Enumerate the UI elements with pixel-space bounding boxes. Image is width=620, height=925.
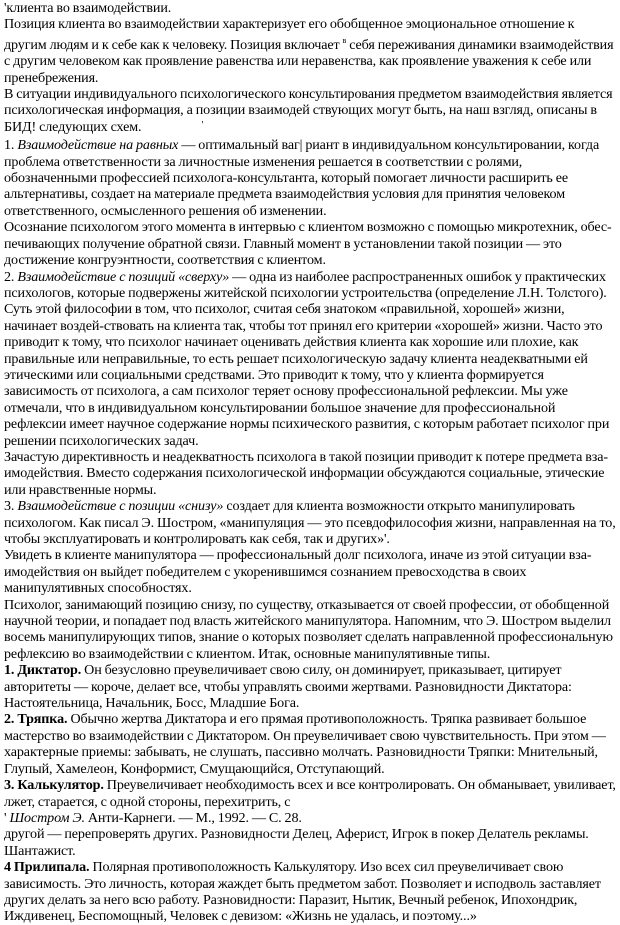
paragraph-position-below: Психолог, занимающий позицию снизу, по существу, отказывается от своей профессии, от обобщенной научной теории, и попадает под власть житейского манипулятора. Напомним, что Э. Шостром выделил восемь манипулирующих типов, знание о которых позволяет сделать направленной профессиональную рефлексию во взаимодействии с клиентом. Итак, основные манипулятивные типы.	[4, 596, 613, 662]
type-rag	[4, 711, 616, 777]
paragraph-text: В ситуации индивидуального психологического консультирования предметом взаимодействия является психологическая информация, а позиции взаимодей ствующих могут быть, на наш взгляд, описаны в БИД! следующих схем.	[4, 86, 613, 135]
item-number: 3.	[4, 498, 15, 515]
paragraph-text: себя переживания динамики взаимодействия с другим человеком как проявление равенства или неравенства, как проявление уважения к себе или пренебрежения.	[4, 36, 614, 86]
item-equal-interaction	[4, 137, 616, 219]
item-from-above	[4, 269, 616, 449]
type-text: Преувеличивает необходимость всех и все контролировать. Он обманывает, увиливает, лжет, старается, с одной стороны, перехитрить, с	[4, 777, 616, 810]
item-from-below	[4, 498, 616, 547]
type-title: 2. Тряпка.	[4, 711, 68, 728]
type-title: 3. Калькулятор.	[4, 777, 104, 794]
type-text: Он безусловно преувеличивает свою силу, он доминирует, приказывает, цитирует авторитеты — короче, делает все, чтобы управлять своими жертвами. Разновидности Диктатора: Настоятельница, Начальник, Босс, Младшие Бога.	[4, 662, 572, 712]
item-number: 2.	[4, 268, 15, 285]
item-title: Взаимодействие на равных	[17, 137, 179, 154]
footnote-mark: '	[4, 809, 7, 826]
paragraph-directiveness: Зачастую директивность и неадекватность психолога в такой позиции приводит к потере предмета вза-имодействия. Вместо содержания психологической информации обсуждаются социальные, этические или нравственные нормы.	[4, 448, 608, 498]
item-number: 1.	[4, 137, 15, 154]
type-text: Полярная противоположность Калькулятору. Изо всех сил преувеличивает свою зависимость. Это личность, которая жаждет быть предметом забот. Позволяет и исподволь заставляет других делать за него всю работу. Разновидности: Паразит, Нытик, Вечный ребенок, Ипохондрик, Иждивенец, Беспомощный, Человек с девизом: «Жизнь не удалась, и поэтому...»	[4, 859, 601, 925]
paragraph-client-position	[4, 16, 616, 86]
type-calculator	[4, 777, 616, 810]
footnote-text: Анти-Карнеги. — М., 1992. — С. 28.	[87, 809, 302, 826]
paragraph-text: Позиция клиента во взаимодействии характеризует его обобщенное эмоциональное отношение к другим людям и к себе как к человеку. Позиция включает	[4, 16, 575, 53]
type-title: 1. Диктатор.	[4, 662, 82, 679]
paragraph-awareness: Осознание психологом этого момента в интервью с клиентом возможно с помощью микротехник, обес-печивающих получение обратной связи. Главный момент в установлении такой позиции — это достижение конгруэнтности, соответствия с клиентом.	[4, 219, 612, 269]
type-dictator	[4, 662, 616, 711]
item-text: создает для клиента возможности открыто манипулировать психологом. Как писал Э. Шостром, «манипуляция — это псевдофилософия жизни, направленная на то, чтобы эксплуатировать и контролировать как себя, так и других»'.	[4, 498, 616, 547]
type-title: 4 Прилипала.	[4, 859, 90, 876]
paragraph-manipulator: Увидеть в клиенте манипулятора — профессиональный долг психолога, иначе из этой ситуации вза-имодействия он выйдет победителем с укоренившимся сознанием превосходства в своих манипулятивных способностях.	[4, 547, 592, 597]
item-text: — оптимальный ваг| риант в индивидуальном консультировании, когда проблема ответственности за личностные изменения решается в соответствии с ролями, обозначенными профессией психолога-консультанта, который помогает личности расширить ее альтернативы, создает на материале предмета взаимодействия условия для принятия человеком ответственного, осмысленного решения об изменении.	[4, 137, 600, 219]
stray-mark: '	[201, 119, 204, 131]
item-title: Взаимодействие с позиций «сверху»	[17, 268, 230, 285]
intro-line: 'клиента во взаимодействии.	[4, 0, 172, 16]
type-clinger	[4, 859, 616, 925]
item-text: — одна из наиболее распространенных ошибок у практических психологов, которые подвержены житейской психологии устроительства (определение Л.Н. Толстого). Суть этой философии в том, что психолог, считая себя знатоком «правильной, хорошей» жизни, начинает воздей-ствовать на клиента так, чтобы тот принял его критерии «хорошей» жизни. Часто это приводит к тому, что психолог начинает оценивать действия клиента как хорошие или плохие, как правильные или неправильные, то есть решает психологическую задачу клиента неадекватными ей этическими или социальными средствами. Это приводит к тому, что у клиента формируется зависимость от психолога, а сам психолог теряет основу профессиональной рефлексии. Мы уже отмечали, что в индивидуальном консультировании большое значение для профессиональной рефлексии имеет научное содержание нормы психического развития, с которым работает психолог при решении психологических задач.	[4, 268, 610, 449]
paragraph-consulting-situation	[4, 86, 616, 137]
footnote-author: Шостром Э.	[9, 809, 85, 826]
stray-mark: в	[342, 35, 347, 45]
type-calculator-continued: другой — перепроверять других. Разновидности Делец, Аферист, Игрок в покер Делатель рекламы. Шантажист.	[4, 826, 589, 859]
item-title: Взаимодействие с позиции «снизу»	[17, 498, 224, 515]
type-text: Обычно жертва Диктатора и его прямая противоположность. Тряпка развивает большое мастерство во взаимодействии с Диктатором. Он преувеличивает свою чувствительность. При этом — характерные приемы: забывать, не слушать, пассивно молчать. Разновидности Тряпки: Мнительный, Глупый, Хамелеон, Конформист, Смущающийся, Отступающий.	[4, 711, 606, 777]
footnote	[4, 810, 616, 826]
